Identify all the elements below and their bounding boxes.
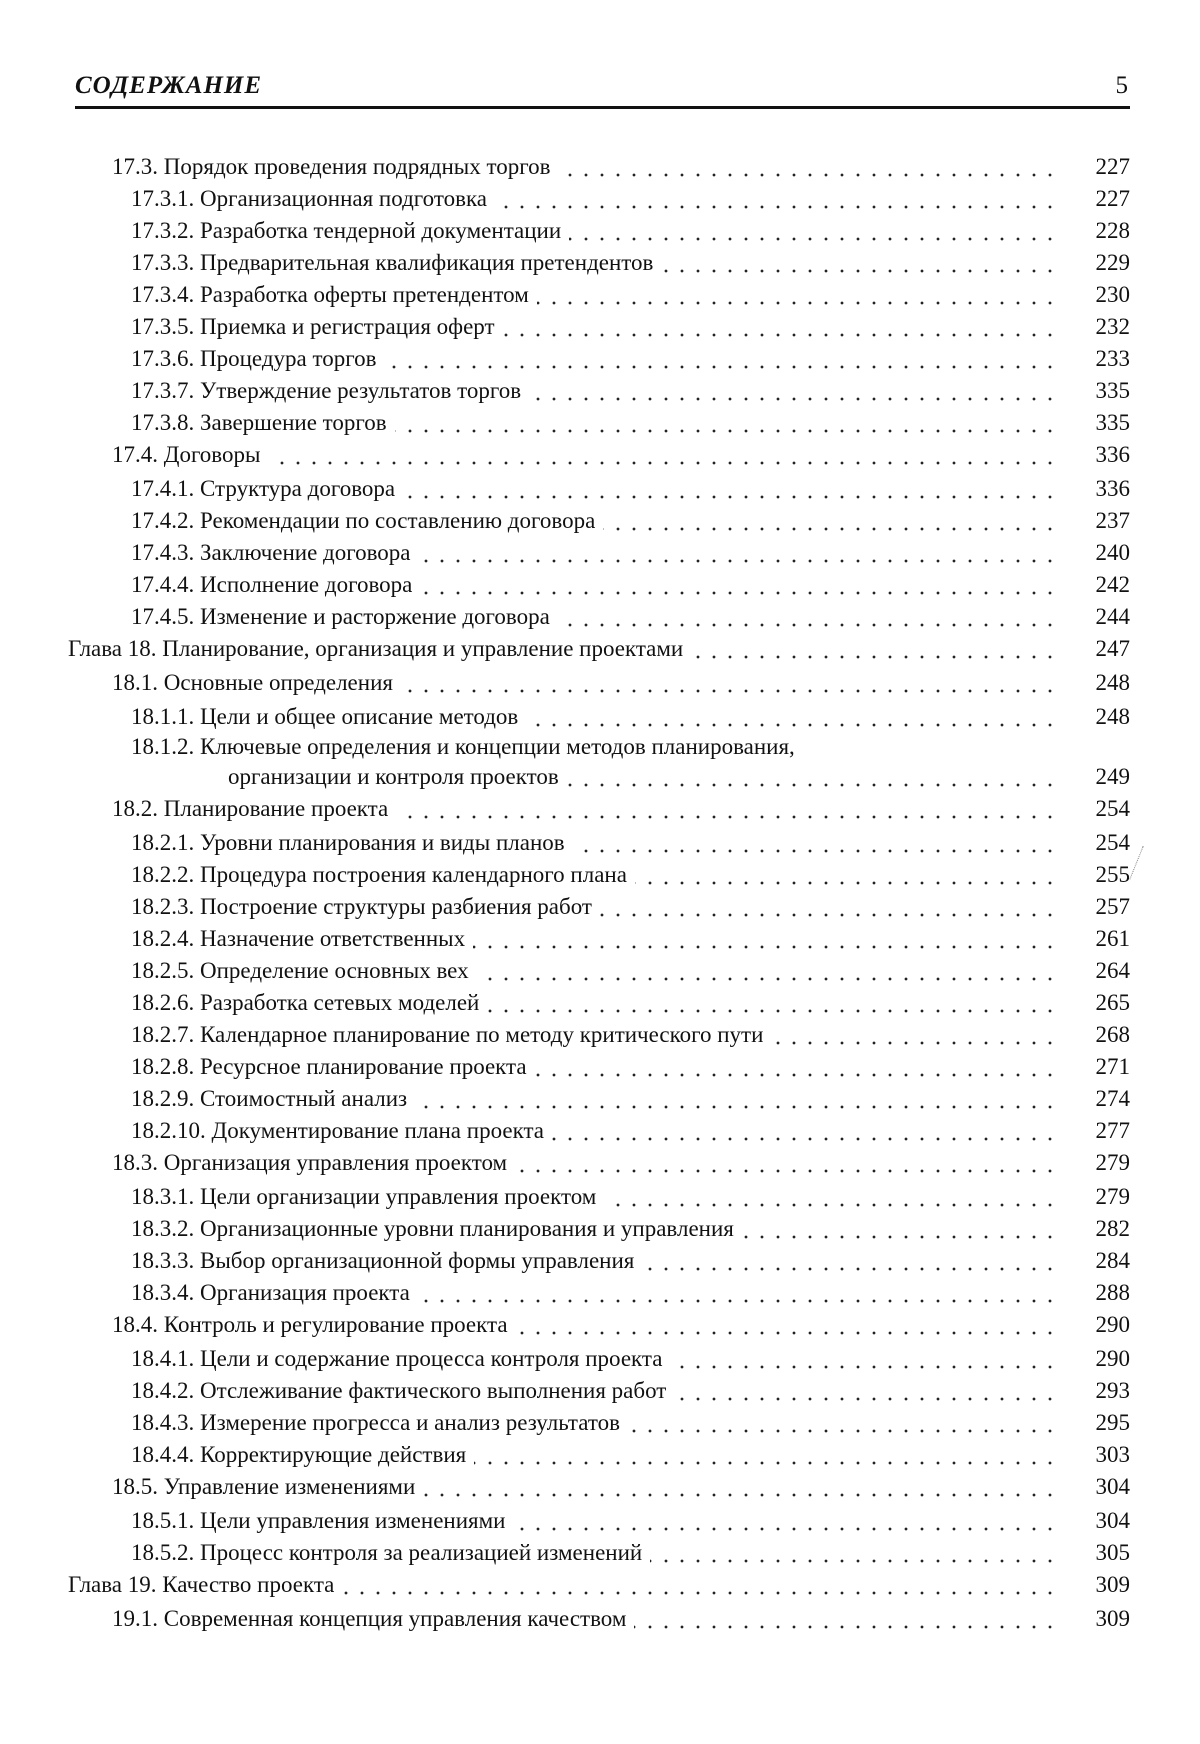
toc-page-number: 304: [1095, 1508, 1130, 1533]
toc-page-number: 247: [1095, 636, 1130, 661]
toc-page-number: 237: [1095, 508, 1130, 533]
toc-page-number: 293: [1095, 1378, 1130, 1403]
toc-entry: 18.5. Управление изменениями 304: [0, 1472, 1200, 1502]
toc-page-number: 295: [1095, 1410, 1130, 1435]
toc-page-number: 282: [1095, 1216, 1130, 1241]
toc-page-number: 248: [1095, 670, 1130, 695]
toc-entry: 18.4.1. Цели и содержание процесса контроля проекта 290: [0, 1344, 1200, 1374]
toc-page-number: 229: [1095, 250, 1130, 275]
toc-entry: 17.4.3. Заключение договора 240: [0, 538, 1200, 568]
toc-page-number: 271: [1095, 1054, 1130, 1079]
toc-entry: 17.3.2. Разработка тендерной документации 228: [0, 216, 1200, 246]
toc-entry: 17.4.2. Рекомендации по составлению договора 237: [0, 506, 1200, 536]
toc-page-number: 240: [1095, 540, 1130, 565]
toc-page-number: 290: [1095, 1346, 1130, 1371]
toc-page-number: 274: [1095, 1086, 1130, 1111]
toc-entry: 18.1.1. Цели и общее описание методов 248: [0, 702, 1200, 732]
toc-entry: 19.1. Современная концепция управления качеством 309: [0, 1604, 1200, 1634]
toc-entry: 17.4. Договоры 336: [0, 440, 1200, 470]
toc-page-number: 227: [1095, 154, 1130, 179]
header-page-number: 5: [1115, 72, 1128, 99]
toc-page-number: 228: [1095, 218, 1130, 243]
toc-page-number: 261: [1095, 926, 1130, 951]
toc-page-number: 257: [1095, 894, 1130, 919]
toc-entry: 18.2.7. Календарное планирование по методу критического пути 268: [0, 1020, 1200, 1050]
toc-entry: 18.2.5. Определение основных вех 264: [0, 956, 1200, 986]
toc-page-number: 335: [1095, 410, 1130, 435]
toc-page-number: 230: [1095, 282, 1130, 307]
toc-page-number: 268: [1095, 1022, 1130, 1047]
toc-page-number: 304: [1095, 1474, 1130, 1499]
toc-entry: 18.2.9. Стоимостный анализ 274: [0, 1084, 1200, 1114]
toc-entry: 17.4.1. Структура договора 336: [0, 474, 1200, 504]
toc-entry: 18.3.3. Выбор организационной формы управления 284: [0, 1246, 1200, 1276]
toc-page-number: 284: [1095, 1248, 1130, 1273]
toc-page-number: 290: [1095, 1312, 1130, 1337]
toc-page-number: 335: [1095, 378, 1130, 403]
toc-entry: 18.1. Основные определения 248: [0, 668, 1200, 698]
toc-page-number: 309: [1095, 1606, 1130, 1631]
toc-entry: 17.3.1. Организационная подготовка 227: [0, 184, 1200, 214]
toc-entry: 18.3.1. Цели организации управления проектом 279: [0, 1182, 1200, 1212]
toc-page-number: 303: [1095, 1442, 1130, 1467]
toc-entry: 17.3.3. Предварительная квалификация претендентов 229: [0, 248, 1200, 278]
toc-page-number: 227: [1095, 186, 1130, 211]
toc-entry: 18.4.3. Измерение прогресса и анализ результатов 295: [0, 1408, 1200, 1438]
toc-page-number: 336: [1095, 442, 1130, 467]
toc-page-number: 309: [1095, 1572, 1130, 1597]
toc-entry: 18.2. Планирование проекта 254: [0, 794, 1200, 824]
toc-entry: 17.3.6. Процедура торгов 233: [0, 344, 1200, 374]
header-title: СОДЕРЖАНИЕ: [75, 72, 263, 99]
toc-entry: 17.3.7. Утверждение результатов торгов 335: [0, 376, 1200, 406]
toc-entry: 18.4. Контроль и регулирование проекта 290: [0, 1310, 1200, 1340]
toc-entry: 17.3.5. Приемка и регистрация оферт 232: [0, 312, 1200, 342]
toc-page-number: 254: [1095, 830, 1130, 855]
toc-entry: 18.3.4. Организация проекта 288: [0, 1278, 1200, 1308]
toc-page-number: 248: [1095, 704, 1130, 729]
toc-entry: 18.4.2. Отслеживание фактического выполнения работ 293: [0, 1376, 1200, 1406]
toc-entry: 18.5.2. Процесс контроля за реализацией изменений 305: [0, 1538, 1200, 1568]
toc-entry: 17.4.4. Исполнение договора 242: [0, 570, 1200, 600]
toc-page-number: 305: [1095, 1540, 1130, 1565]
running-header: [75, 66, 1130, 109]
toc-page-number: 265: [1095, 990, 1130, 1015]
toc-entry: 18.2.8. Ресурсное планирование проекта 271: [0, 1052, 1200, 1082]
toc-entry: 18.4.4. Корректирующие действия 303: [0, 1440, 1200, 1470]
toc-entry: 18.2.2. Процедура построения календарного плана 255: [0, 860, 1200, 890]
toc-page-number: 288: [1095, 1280, 1130, 1305]
toc-entry: 18.2.6. Разработка сетевых моделей 265: [0, 988, 1200, 1018]
toc-entry: 18.2.4. Назначение ответственных 261: [0, 924, 1200, 954]
toc-page-number: 249: [1095, 764, 1130, 789]
toc-page-number: 254: [1095, 796, 1130, 821]
toc-page-number: 279: [1095, 1150, 1130, 1175]
toc-entry: 18.2.10. Документирование плана проекта 277: [0, 1116, 1200, 1146]
toc-page-number: 244: [1095, 604, 1130, 629]
toc-page-number: 264: [1095, 958, 1130, 983]
toc-page-number: 242: [1095, 572, 1130, 597]
toc-page-number: 232: [1095, 314, 1130, 339]
toc-entry: 18.3.2. Организационные уровни планирования и управления 282: [0, 1214, 1200, 1244]
toc-entry: 18.2.3. Построение структуры разбиения работ 257: [0, 892, 1200, 922]
toc-entry: 18.1.2. Ключевые определения и концепции методов планирования, организации и контроля проектов 249: [0, 732, 1200, 792]
toc-entry: 17.3. Порядок проведения подрядных торгов 227: [0, 152, 1200, 182]
toc-entry: 17.3.8. Завершение торгов 335: [0, 408, 1200, 438]
toc-chapter-entry: Глава 18. Планирование, организация и управление проектами 247: [0, 634, 1200, 664]
toc-page-number: 336: [1095, 476, 1130, 501]
toc-entry: 18.3. Организация управления проектом 279: [0, 1148, 1200, 1178]
toc-page-number: 233: [1095, 346, 1130, 371]
toc-page-number: 277: [1095, 1118, 1130, 1143]
toc-page-number: 255: [1095, 862, 1130, 887]
toc-entry: 18.2.1. Уровни планирования и виды планов 254: [0, 828, 1200, 858]
toc-entry: 18.5.1. Цели управления изменениями 304: [0, 1506, 1200, 1536]
toc-page-number: 279: [1095, 1184, 1130, 1209]
toc-chapter-entry: Глава 19. Качество проекта 309: [0, 1570, 1200, 1600]
toc-entry: 17.4.5. Изменение и расторжение договора 244: [0, 602, 1200, 632]
toc-entry: 17.3.4. Разработка оферты претендентом 230: [0, 280, 1200, 310]
